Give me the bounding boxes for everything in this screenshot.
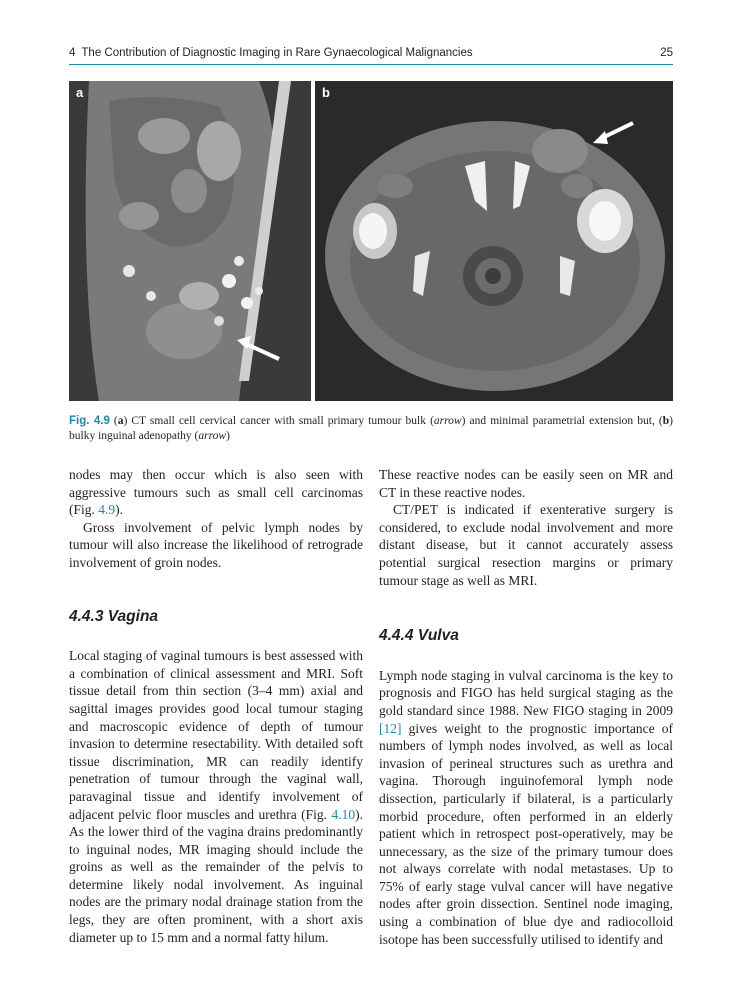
figure-caption: [69, 414, 673, 444]
left-column: [69, 466, 363, 946]
paragraph-text: Lymph node staging in vulval carcinoma is the key to prognosis and FIGO has held surgical staging as the gold standard since 1988. New FIGO staging in 2009: [379, 667, 673, 718]
section-heading-vulva: 4.4.4 Vulva: [379, 627, 459, 645]
panel-label-b: b: [322, 85, 330, 100]
panel-label-a: a: [76, 85, 84, 100]
section-heading-vagina: 4.4.3 Vagina: [69, 607, 159, 625]
paragraph: [69, 466, 363, 519]
paragraph-text: nodes may then occur which is also seen with aggressive tumours such as small cell carcinomas (Fig.: [69, 467, 363, 518]
figure-link[interactable]: 4.9: [98, 502, 116, 518]
chapter-title: The Contribution of Diagnostic Imaging in Rare Gynaecological Malignancies: [81, 47, 473, 59]
caption-text: ) bulky inguinal adenopathy (: [69, 415, 673, 442]
caption-arrow-ref: arrow: [433, 415, 462, 427]
paragraph: Gross involvement of pelvic lymph nodes by tumour will also increase the likelihood of retrograde involvement of groin nodes.: [69, 519, 363, 570]
paragraph: These reactive nodes can be easily seen on MR and CT in these reactive nodes.: [379, 467, 673, 500]
paragraph: CT/PET is indicated if exenterative surgery is considered, to exclude nodal involvement and more distant disease, but it cannot accurately assess potential surgical resection margins or primary tumour stage as well as MRI.: [379, 502, 673, 588]
running-head-left: [69, 47, 479, 59]
ct-image-sagittal: [69, 81, 311, 401]
paragraph: [379, 667, 673, 949]
reference-link[interactable]: [12]: [379, 720, 402, 736]
caption-arrow-ref: arrow: [198, 430, 227, 442]
paragraph-text: ).: [115, 502, 124, 518]
ct-sagittal-drawing: [69, 81, 311, 401]
caption-text: ): [226, 430, 230, 442]
page-number: 25: [660, 47, 673, 59]
paragraph-text: ). As the lower third of the vagina drains predominantly to inguinal nodes, MR imaging should include the groins as well as the remainder of the pelvis to determine likely nodal involvement. As inguinal nodes are the primary nodal drainage station from the legs, they are often prominent, with a short axis diameter up to 15 mm and a normal fatty hilum.: [69, 806, 363, 945]
running-head: [69, 47, 673, 59]
figure-link[interactable]: 4.10: [331, 806, 356, 822]
paragraph-text: gives weight to the prognostic importance of numbers of lymph nodes involved, as well as local invasion of perineal structures such as urethra and vagina. Thorough inguinofemoral lymph node dissection, particularly if bilateral, is a particularly morbid procedure, often performed in an elderly patient which in retrospect post-operatively, may be unnecessary, as the size of the primary tumour does not always correlate with nodal metastases. Up to 75% of early stage vulval cancer will have negative nodes after groin dissection. Sentinel node imaging, using a combination of blue dye and radiocolloid isotope has been successfully utilised to identify and: [379, 720, 673, 947]
caption-panel-ref-a: a: [117, 415, 124, 427]
caption-panel-ref-b: b: [662, 415, 670, 427]
caption-text: ) CT small cell cervical cancer with small primary tumour bulk (: [123, 415, 434, 427]
ct-image-axial: [315, 81, 673, 401]
caption-text: (: [113, 415, 118, 427]
ct-axial-drawing: [315, 81, 673, 401]
right-column: [379, 466, 673, 948]
figure-label: Fig. 4.9: [69, 415, 110, 427]
paragraph-text: Local staging of vaginal tumours is best assessed with a combination of clinical assessment and MRI. Soft tissue detail from thin section (3–4 mm) axial and sagittal images provides good local tumour staging and macroscopic evidence of depth of tumour invasion to determine resectability. With detailed soft tissue discrimination, MR can readily identify penetration of tumour through the vaginal wall, paravaginal tissue and identify involvement of adjacent pelvic floor muscles and urethra (Fig.: [69, 648, 363, 822]
chapter-number: 4: [69, 47, 76, 59]
caption-text: ) and minimal parametrial extension but, (: [461, 415, 663, 427]
header-rule: [69, 64, 673, 65]
paragraph: [69, 647, 363, 946]
figure-4-9: [69, 81, 673, 401]
